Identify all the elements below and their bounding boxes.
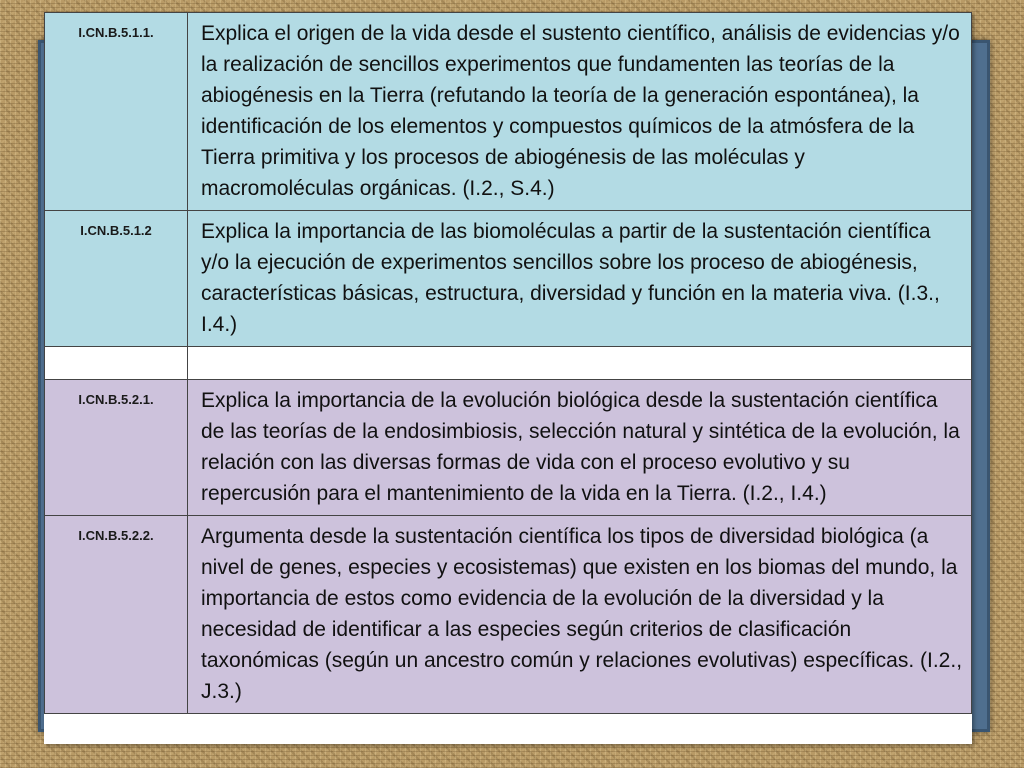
table-row xyxy=(45,13,972,211)
indicator-code: I.CN.B.5.2.1. xyxy=(45,380,188,516)
indicator-code: I.CN.B.5.1.1. xyxy=(45,13,188,211)
indicator-code: I.CN.B.5.2.2. xyxy=(45,516,188,714)
indicator-description: Explica el origen de la vida desde el sustento científico, análisis de evidencias y/o la realización de sencillos experimentos que fundamenten las teorías de la abiogénesis en la Tierra (refutando la teoría de la generación espontánea), la identificación de los elementos y compuestos químicos de la atmósfera de la Tierra primitiva y los procesos de abiogénesis de las moléculas y macromoléculas orgánicas. (I.2., S.4.) xyxy=(188,13,972,211)
table-row xyxy=(45,516,972,714)
indicator-description: Explica la importancia de las biomoléculas a partir de la sustentación científica y/o la ejecución de experimentos sencillos sobre los proceso de abiogénesis, características básicas, estructura, diversidad y función en la materia viva. (I.3., I.4.) xyxy=(188,211,972,347)
empty-cell xyxy=(45,347,188,380)
indicators-table-container xyxy=(44,12,972,744)
table-row xyxy=(45,380,972,516)
indicator-description: Explica la importancia de la evolución biológica desde la sustentación científica de las teorías de la endosimbiosis, selección natural y sintética de la evolución, la relación con las diversas formas de vida con el proceso evolutivo y su repercusión para el mantenimiento de la vida en la Tierra. (I.2., I.4.) xyxy=(188,380,972,516)
indicator-code: I.CN.B.5.1.2 xyxy=(45,211,188,347)
table-row xyxy=(45,211,972,347)
indicator-description: Argumenta desde la sustentación científica los tipos de diversidad biológica (a nivel de genes, especies y ecosistemas) que existen en los biomas del mundo, la importancia de estos como evidencia de la evolución de la diversidad y la necesidad de identificar a las especies según criterios de clasificación taxonómicas (según un ancestro común y relaciones evolutivas) específicas. (I.2., J.3.) xyxy=(188,516,972,714)
indicators-table xyxy=(44,12,972,714)
empty-cell xyxy=(188,347,972,380)
table-row-empty xyxy=(45,347,972,380)
